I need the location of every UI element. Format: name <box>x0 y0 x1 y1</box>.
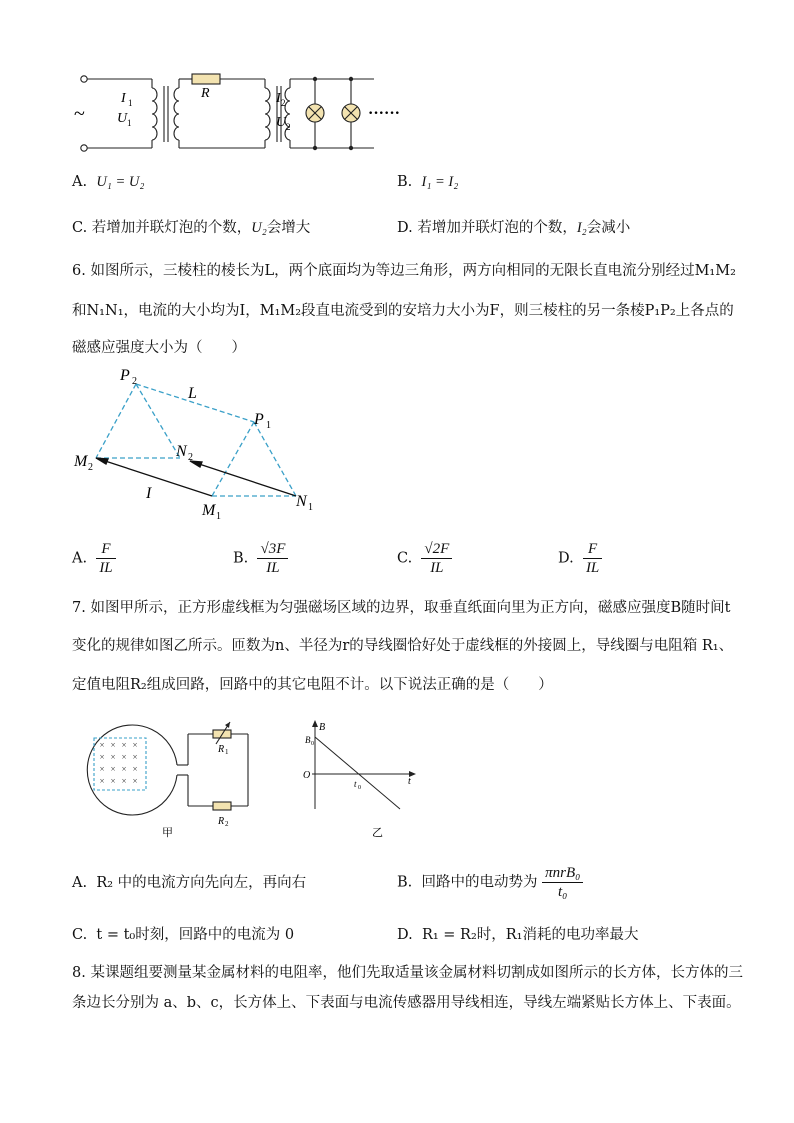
q6-option-d[interactable]: D. $\frac{F}{IL}$ <box>558 540 602 577</box>
u1-label: U <box>117 111 128 126</box>
svg-text:×: × <box>110 740 116 750</box>
tilde-label: ~ <box>74 103 85 125</box>
svg-text:×: × <box>110 752 116 762</box>
p1-sub: 1 <box>266 420 271 431</box>
q7-option-c[interactable]: C. t = t₀时刻，回路中的电流为 0 <box>72 927 295 943</box>
svg-text:×: × <box>121 752 127 762</box>
q7-option-b[interactable]: B. 回路中的电动势为 $\frac{\text{πnrB₀}}{\text{t₀}}$ <box>397 864 583 901</box>
n1-sub: 1 <box>308 502 313 513</box>
q6-option-b[interactable]: B. $\frac{√3F}{IL}$ <box>233 540 288 577</box>
t0-label: t <box>354 779 357 789</box>
q6-option-a[interactable]: A. $\frac{F}{IL}$ <box>72 540 116 577</box>
q5-option-a[interactable]: A. U₁ = U₂ <box>72 174 145 190</box>
current-label: I <box>146 485 152 502</box>
q8-stem-line-1: 8. 某课题组要测量某金属材料的电阻率，他们先取适量该金属材料切割成如图所示的长方体，长方体的三 <box>72 965 743 981</box>
svg-text:×: × <box>132 740 138 750</box>
q6-option-c[interactable]: C. $\frac{√2F}{IL}$ <box>397 540 452 577</box>
q7-circuit-figure-jia <box>70 714 260 844</box>
t0-sub: 0 <box>358 785 361 791</box>
svg-text:×: × <box>99 776 105 786</box>
t-axis-label: t <box>408 776 411 787</box>
q5-transformer-circuit-figure <box>70 64 440 156</box>
q7-stem-line-1: 7. 如图甲所示，正方形虚线框为匀强磁场区域的边界，取垂直纸面向里为正方向，磁感应强度B随时间t <box>72 600 731 616</box>
svg-text:×: × <box>121 764 127 774</box>
resistor-label: R <box>201 86 210 101</box>
i1-sub: 1 <box>128 98 133 108</box>
figure-yi-caption: 乙 <box>372 827 383 839</box>
svg-text:×: × <box>110 776 116 786</box>
i2-sub: 2 <box>281 98 286 108</box>
svg-text:×: × <box>132 764 138 774</box>
figure-jia-caption: 甲 <box>162 827 173 839</box>
r1-sub: 1 <box>225 748 229 756</box>
q6-stem-line-2: 和N₁N₁，电流的大小均为I，M₁M₂段直电流受到的安培力大小为F，则三棱柱的另一条棱P₁P₂上各点的 <box>72 303 734 319</box>
u2-sub: 2 <box>286 122 291 132</box>
q6-stem-line-1: 6. 如图所示，三棱柱的棱长为L，两个底面均为等边三角形，两方向相同的无限长直电流分别经过M₁M₂ <box>72 263 736 279</box>
q7-stem-line-3: 定值电阻R₂组成回路，回路中的其它电阻不计。以下说法正确的是（ ） <box>72 677 553 693</box>
svg-text:×: × <box>99 764 105 774</box>
b-axis-label: B <box>319 722 326 733</box>
r2-label: R <box>218 816 225 827</box>
more-lamps-dots: ······ <box>368 105 401 122</box>
q7-stem-line-2: 变化的规律如图乙所示。匝数为n、半径为r的导线圈恰好处于虚线框的外接圆上，导线圈与电阻箱 R₁、 <box>72 638 734 654</box>
origin-label: O <box>303 770 311 781</box>
svg-text:×: × <box>99 752 105 762</box>
b0-label: B <box>305 735 311 745</box>
q6-stem-line-3: 磁感应强度大小为（ ） <box>72 340 246 356</box>
m2-label: M <box>74 453 88 470</box>
m1-sub: 1 <box>216 511 221 522</box>
q8-stem-line-2: 条边长分别为 a、b、c，长方体上、下表面与电流传感器用导线相连，导线左端紧贴长方体上、下表面。 <box>72 995 741 1011</box>
r1-label: R <box>218 744 225 755</box>
b0-sub: 0 <box>311 741 314 747</box>
r2-sub: 2 <box>225 820 229 828</box>
n2-label: N <box>176 443 187 460</box>
svg-text:×: × <box>132 752 138 762</box>
p1-label: P <box>254 411 264 428</box>
p2-label: P <box>120 367 130 384</box>
u1-sub: 1 <box>127 118 132 128</box>
m2-sub: 2 <box>88 462 93 473</box>
length-label: L <box>188 385 197 402</box>
n1-label: N <box>296 493 307 510</box>
i2-label: I <box>276 91 281 106</box>
m1-label: M <box>202 502 216 519</box>
q7-graph-figure-yi <box>292 714 422 844</box>
q5-option-d[interactable]: D. 若增加并联灯泡的个数，I₂会减小 <box>397 220 631 236</box>
n2-sub: 2 <box>188 452 193 463</box>
q5-option-b[interactable]: B. I₁ = I₂ <box>397 174 459 190</box>
i1-label: I <box>121 91 126 106</box>
q5-option-c[interactable]: C. 若增加并联灯泡的个数，U₂会增大 <box>72 220 311 236</box>
q7-option-a[interactable]: A. R₂ 中的电流方向先向左，再向右 <box>72 875 307 891</box>
u2-label: U <box>276 115 287 130</box>
svg-text:×: × <box>132 776 138 786</box>
q7-option-d[interactable]: D. R₁ = R₂时，R₁消耗的电功率最大 <box>397 927 639 943</box>
q6-prism-figure <box>70 362 330 527</box>
svg-text:×: × <box>110 764 116 774</box>
svg-text:×: × <box>99 740 105 750</box>
p2-sub: 2 <box>132 376 137 387</box>
svg-text:×: × <box>121 776 127 786</box>
svg-text:×: × <box>121 740 127 750</box>
